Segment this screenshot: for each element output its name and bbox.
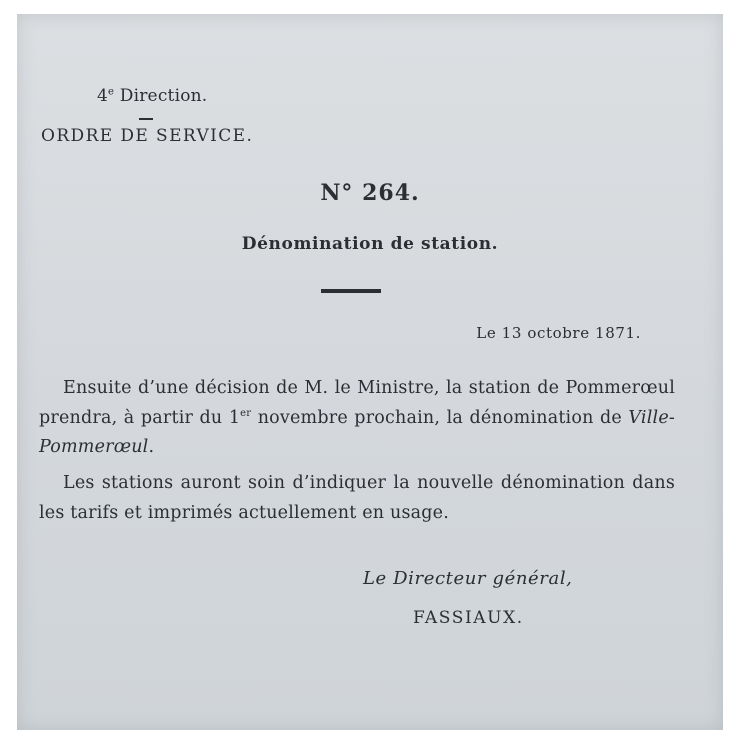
document-date: Le 13 octobre 1871. xyxy=(476,324,641,342)
signature-name: FASSIAUX. xyxy=(413,608,524,628)
new-station-name: Ville-Pommerœul xyxy=(39,407,675,457)
direction-superscript: e xyxy=(108,86,115,98)
paragraph-1-text-b: novembre prochain, la dénomination de xyxy=(251,407,629,428)
order-number: N° 264. xyxy=(320,180,420,206)
paragraph-1-end: . xyxy=(148,437,155,457)
body-paragraph-2: Les stations auront soin d’indiquer la nouvelle dénomination dans les tarifs et imprimés actuellement en usage. xyxy=(39,473,675,523)
document-page xyxy=(17,14,723,730)
paragraph-1-text-a: Ensuite d’une décision de M. le Ministre, la station de Pommerœul prendra, à partir du 1 xyxy=(39,378,675,428)
direction-heading xyxy=(97,86,207,106)
body-paragraph-1 xyxy=(39,374,675,463)
direction-label: Direction. xyxy=(119,86,208,106)
order-subject: Dénomination de station. xyxy=(241,234,499,254)
header-dash xyxy=(139,118,153,120)
signature-title: Le Directeur général, xyxy=(363,568,573,589)
paragraph-1-superscript: er xyxy=(240,407,252,419)
title-rule xyxy=(321,289,381,293)
order-of-service-label: ORDRE DE SERVICE. xyxy=(41,126,254,146)
direction-number: 4 xyxy=(97,86,109,106)
